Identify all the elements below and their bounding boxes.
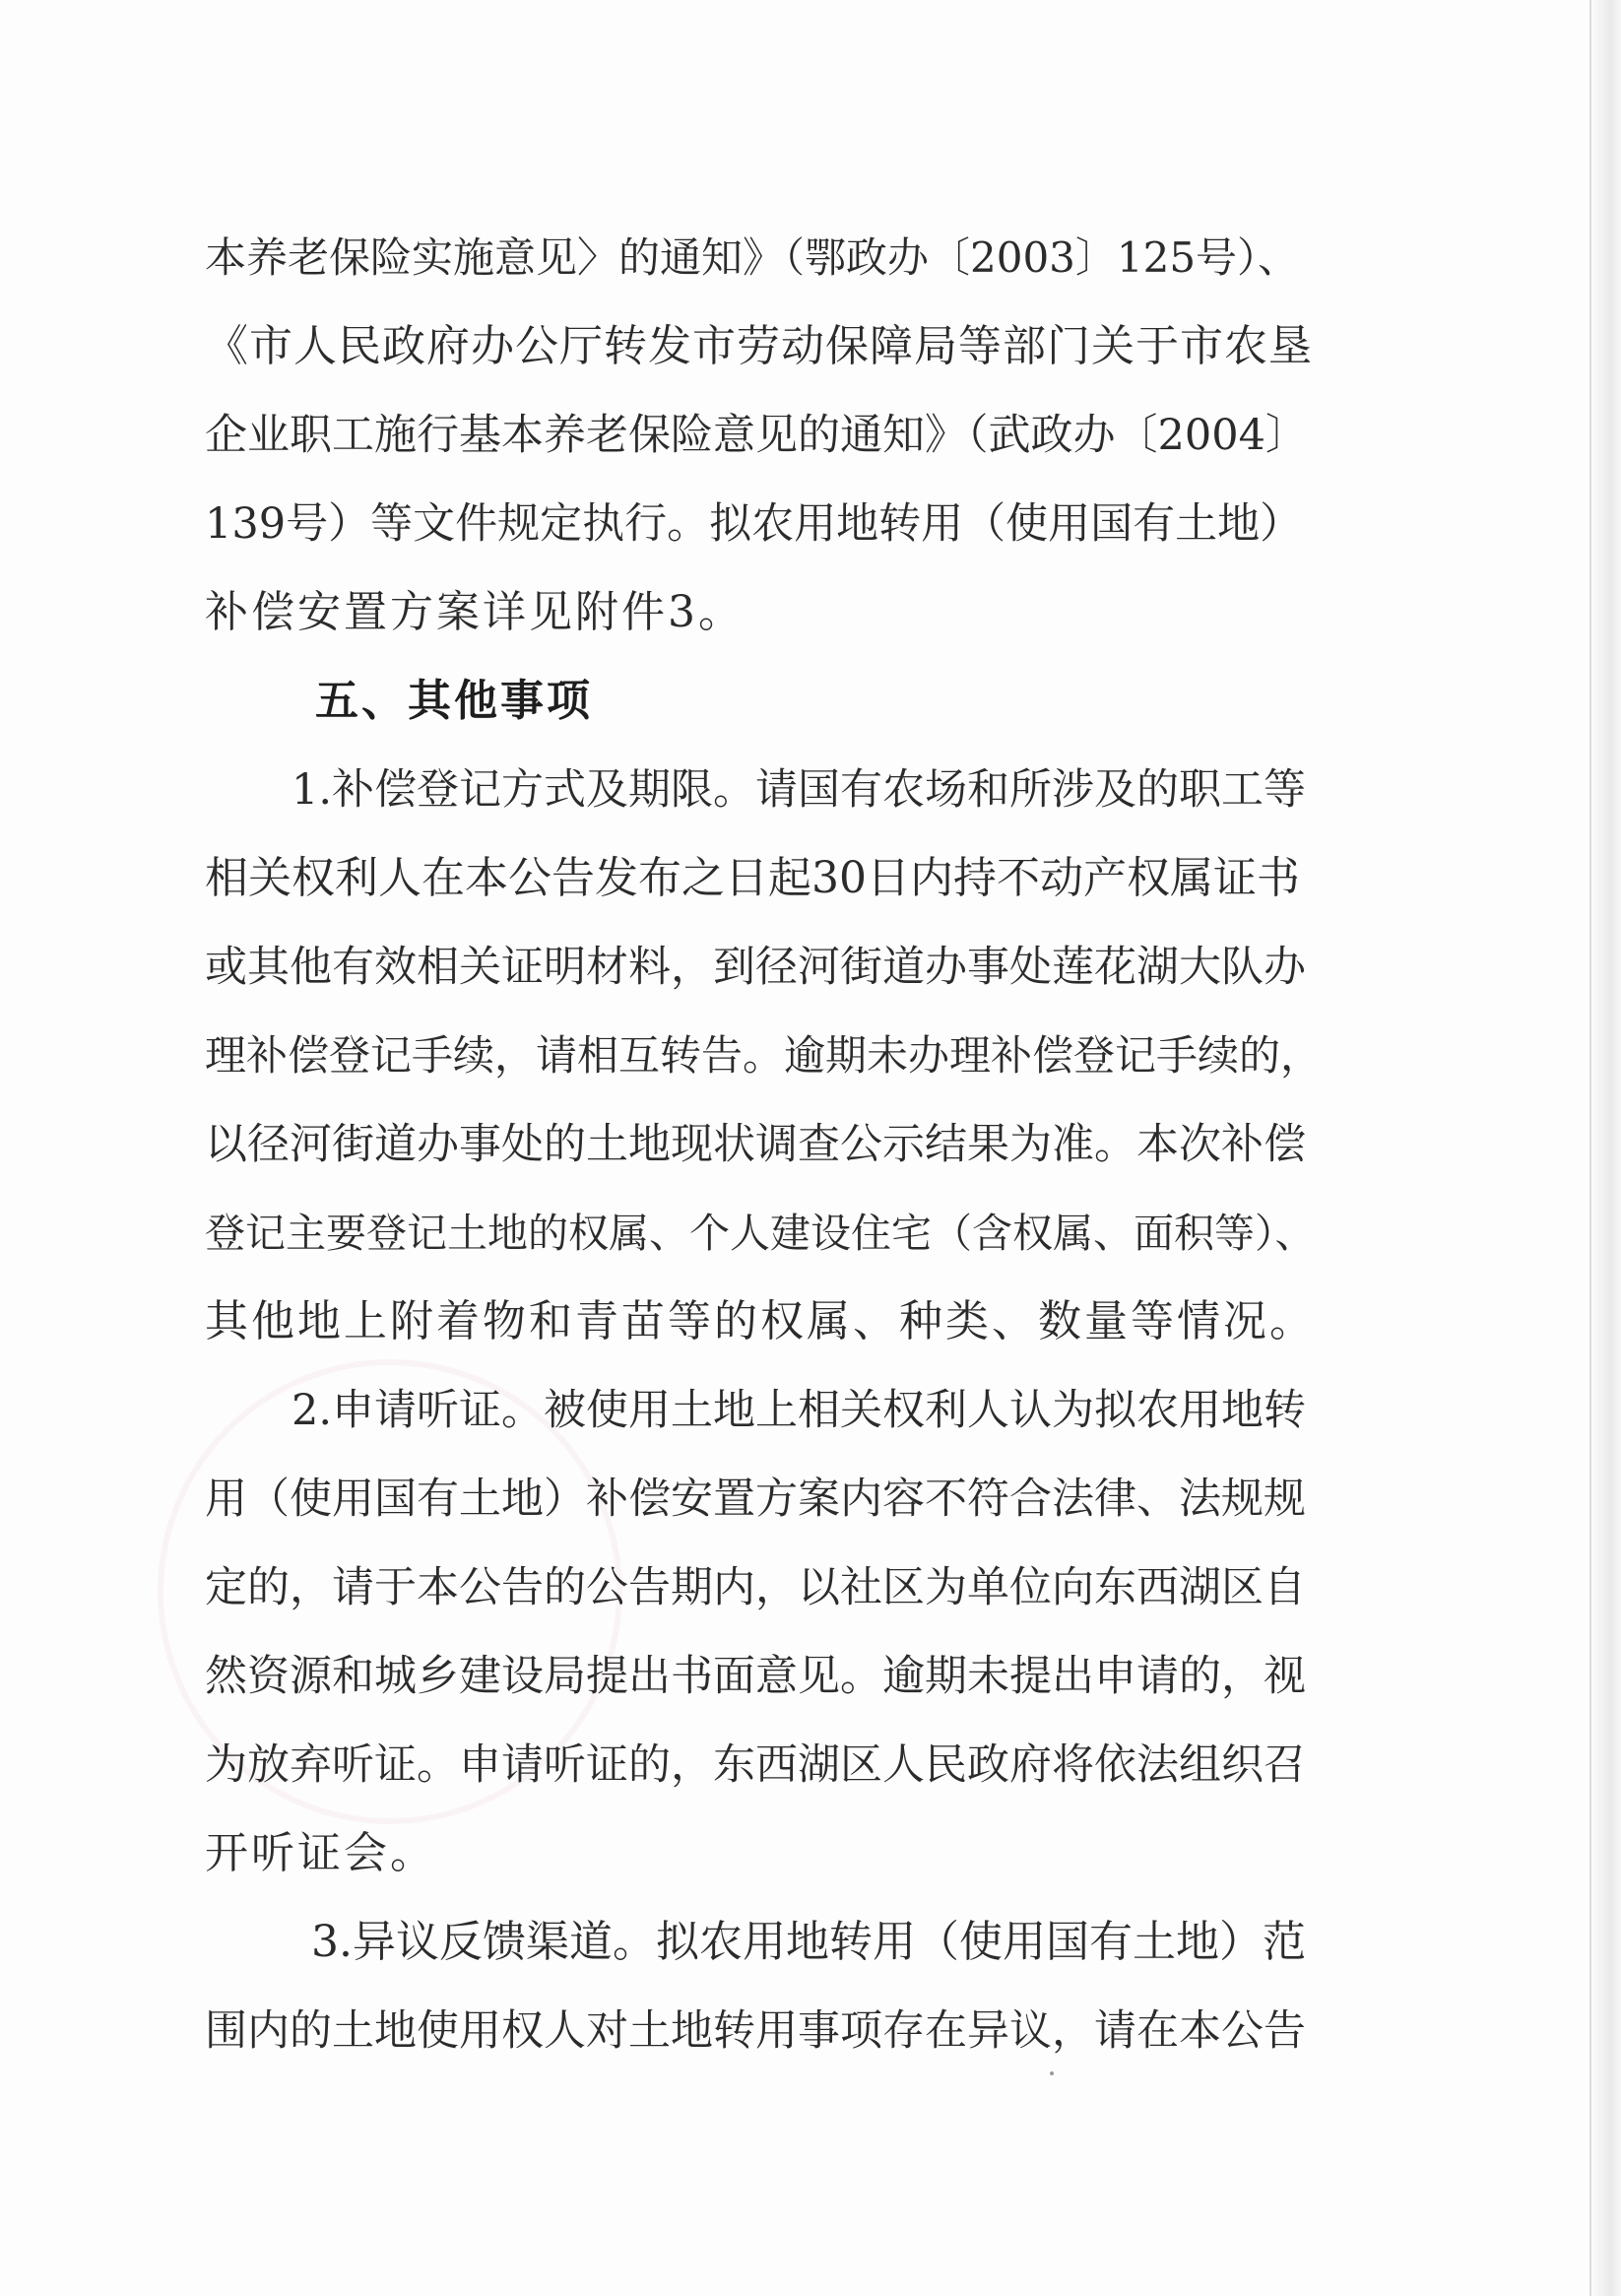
body-line: 《市人民政府办公厅转发市劳动保障局等部门关于市农垦 [205, 321, 1313, 371]
body-line: 开听证会。 [205, 1828, 436, 1878]
body-line: 理补偿登记手续，请相互转告。逾期未办理补偿登记手续的， [205, 1031, 1323, 1080]
scan-speck [1050, 2071, 1054, 2075]
body-line: 然资源和城乡建设局提出书面意见。逾期未提出申请的，视 [205, 1652, 1306, 1701]
body-line: 登记主要登记土地的权属、个人建设住宅（含权属、面积等）、 [205, 1210, 1316, 1257]
body-line: 定的，请于本公告的公告期内，以社区为单位向东西湖区自 [205, 1563, 1306, 1612]
paragraph-first-line: 3.异议反馈渠道。拟农用地转用（使用国有土地）范 [311, 1917, 1306, 1967]
paragraph-first-line: 2.申请听证。被使用土地上相关权利人认为拟农用地转 [292, 1386, 1307, 1435]
body-line: 相关权利人在本公告发布之日起30日内持不动产权属证书 [205, 853, 1300, 903]
body-line: 用（使用国有土地）补偿安置方案内容不符合法律、法规规 [205, 1475, 1306, 1524]
body-line: 为放弃听证。申请听证的，东西湖区人民政府将依法组织召 [205, 1740, 1306, 1790]
body-line: 其他地上附着物和青苗等的权属、种类、数量等情况。 [205, 1296, 1316, 1346]
body-line: 围内的土地使用权人对土地转用事项存在异议，请在本公告 [205, 2006, 1306, 2056]
body-line: 139号）等文件规定执行。拟农用地转用（使用国有土地） [205, 499, 1303, 549]
paragraph-first-line: 1.补偿登记方式及期限。请国有农场和所涉及的职工等 [292, 765, 1307, 815]
body-line: 企业职工施行基本养老保险意见的通知》（武政办〔2004〕 [205, 411, 1308, 460]
body-line: 本养老保险实施意见〉的通知》（鄂政办〔2003〕125号）、 [205, 233, 1300, 282]
section-heading: 五、其他事项 [315, 676, 593, 726]
body-line: 以径河街道办事处的土地现状调查公示结果为准。本次补偿 [205, 1120, 1306, 1169]
page-edge-shadow [1588, 0, 1621, 2296]
page-edge-line [1589, 0, 1591, 2296]
body-line: 或其他有效相关证明材料，到径河街道办事处莲花湖大队办 [205, 943, 1306, 992]
body-line: 补偿安置方案详见附件3。 [205, 587, 745, 637]
